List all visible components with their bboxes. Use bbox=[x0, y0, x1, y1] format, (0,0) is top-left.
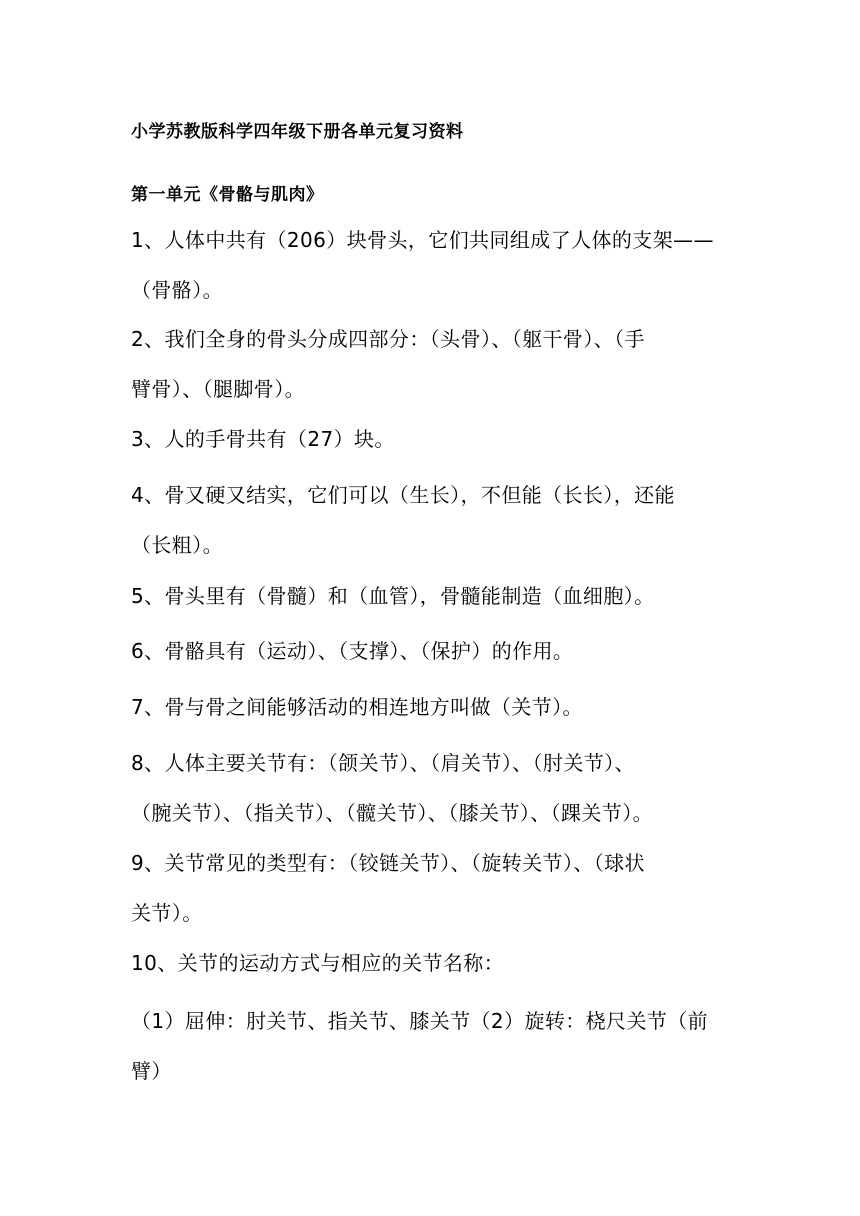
item-line: 10、关节的运动方式与相应的关节名称： bbox=[131, 951, 505, 975]
item-line: 7、骨与骨之间能够活动的相连地方叫做（关节）。 bbox=[131, 695, 583, 719]
item-line: （长粗）。 bbox=[131, 533, 223, 557]
item-line: 臂） bbox=[131, 1059, 172, 1083]
document-title: 小学苏教版科学四年级下册各单元复习资料 bbox=[131, 122, 464, 142]
unit-heading: 第一单元《骨骼与肌肉》 bbox=[131, 185, 324, 205]
list-item bbox=[131, 996, 731, 1096]
item-line: 2、我们全身的骨头分成四部分：（头骨）、（躯干骨）、（手 bbox=[131, 327, 645, 351]
item-line: 关节）。 bbox=[131, 901, 203, 925]
item-line: （骨骼）。 bbox=[131, 278, 223, 302]
list-item bbox=[131, 470, 731, 570]
item-line: 6、骨骼具有（运动）、（支撑）、（保护）的作用。 bbox=[131, 639, 574, 663]
list-item bbox=[131, 215, 731, 315]
item-line: 8、人体主要关节有：（颌关节）、（肩关节）、（肘关节）、 bbox=[131, 751, 635, 775]
item-line: 4、骨又硬又结实，它们可以（生长），不但能（长长），还能 bbox=[131, 483, 675, 507]
list-item bbox=[131, 314, 731, 414]
list-item bbox=[131, 738, 731, 838]
item-line: 1、人体中共有（206）块骨头，它们共同组成了人体的支架—— bbox=[131, 228, 714, 252]
item-line: 5、骨头里有（骨髓）和（血管），骨髓能制造（血细胞）。 bbox=[131, 584, 655, 608]
list-item bbox=[131, 838, 731, 938]
item-line: 3、人的手骨共有（27）块。 bbox=[131, 427, 395, 451]
list-item bbox=[131, 682, 731, 732]
item-line: 臂骨）、（腿脚骨）。 bbox=[131, 377, 305, 401]
list-item bbox=[131, 414, 731, 464]
list-item bbox=[131, 626, 731, 676]
list-item bbox=[131, 571, 731, 621]
item-line: （腕关节）、（指关节）、（髋关节）、（膝关节）、（踝关节）。 bbox=[131, 801, 653, 825]
item-line: （1）屈伸：肘关节、指关节、膝关节（2）旋转：桡尺关节（前 bbox=[131, 1009, 709, 1033]
list-item bbox=[131, 938, 731, 988]
item-line: 9、关节常见的类型有：（铰链关节）、（旋转关节）、（球状 bbox=[131, 851, 645, 875]
